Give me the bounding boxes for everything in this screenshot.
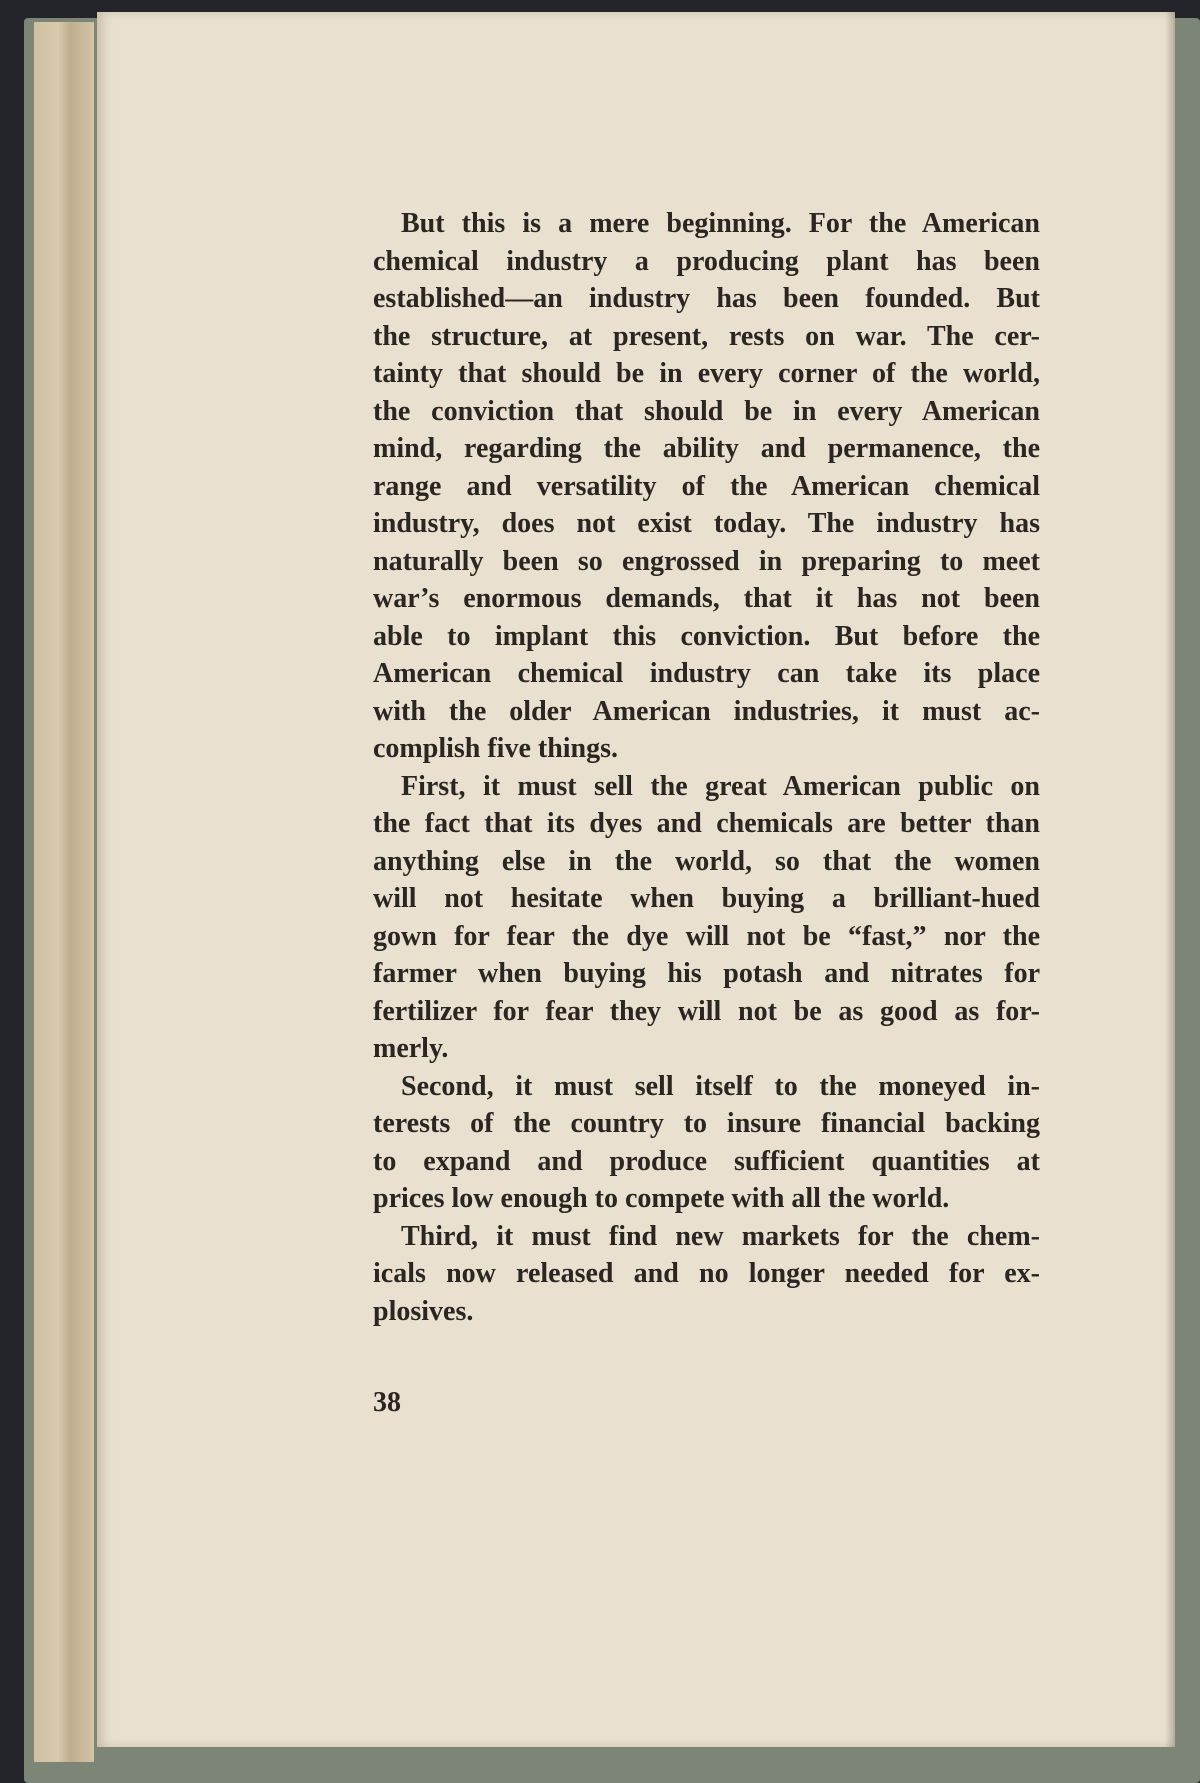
text-line: mind, regarding the ability and permanence, the bbox=[373, 433, 1040, 464]
text-line: established—an industry has been founded. But bbox=[373, 283, 1040, 314]
text-line: icals now released and no longer needed for ex- bbox=[373, 1258, 1040, 1289]
text-line: gown for fear the dye will not be “fast,” nor the bbox=[373, 920, 1040, 952]
text-line: merly. bbox=[373, 1033, 449, 1064]
text-line: First, it must sell the great American public on bbox=[401, 770, 1040, 802]
text-line: fertilizer for fear they will not be as good as for- bbox=[373, 995, 1040, 1027]
text-line: will not hesitate when buying a brilliant-hued bbox=[373, 883, 1040, 914]
text-line: to expand and produce sufficient quantities at bbox=[373, 1145, 1040, 1177]
paragraph bbox=[373, 1068, 1040, 1218]
text-line: industry, does not exist today. The industry has bbox=[373, 508, 1040, 539]
paragraph bbox=[373, 1218, 1040, 1331]
text-line: But this is a mere beginning. For the American bbox=[401, 208, 1040, 239]
text-line: able to implant this conviction. But before the bbox=[373, 620, 1040, 652]
text-line: Second, it must sell itself to the moneyed in- bbox=[401, 1070, 1040, 1102]
text-line: American chemical industry can take its place bbox=[373, 658, 1040, 689]
text-line: with the older American industries, it must ac- bbox=[373, 695, 1040, 727]
paragraph bbox=[373, 205, 1040, 768]
text-line: tainty that should be in every corner of the world, bbox=[373, 358, 1040, 389]
text-line: the fact that its dyes and chemicals are better than bbox=[373, 808, 1040, 839]
text-line: the conviction that should be in every American bbox=[373, 395, 1040, 427]
text-line: naturally been so engrossed in preparing to meet bbox=[373, 545, 1040, 577]
page-edges bbox=[34, 22, 94, 1762]
text-line: range and versatility of the American chemical bbox=[373, 470, 1040, 502]
text-line: Third, it must find new markets for the chem- bbox=[401, 1220, 1040, 1252]
text-line: chemical industry a producing plant has been bbox=[373, 245, 1040, 277]
text-line: plosives. bbox=[373, 1295, 474, 1327]
text-line: the structure, at present, rests on war. The cer- bbox=[373, 320, 1040, 352]
book-page bbox=[97, 12, 1175, 1747]
text-line: anything else in the world, so that the women bbox=[373, 845, 1040, 877]
text-line: complish five things. bbox=[373, 733, 619, 764]
text-line: terests of the country to insure financial backing bbox=[373, 1108, 1040, 1139]
text-line: prices low enough to compete with all the world. bbox=[373, 1183, 950, 1214]
body-text bbox=[373, 205, 1040, 1330]
paragraph bbox=[373, 768, 1040, 1068]
page-number: 38 bbox=[373, 1387, 401, 1418]
text-line: farmer when buying his potash and nitrates for bbox=[373, 958, 1040, 989]
gutter-shadow bbox=[1165, 12, 1175, 1747]
text-line: war’s enormous demands, that it has not been bbox=[373, 583, 1040, 614]
